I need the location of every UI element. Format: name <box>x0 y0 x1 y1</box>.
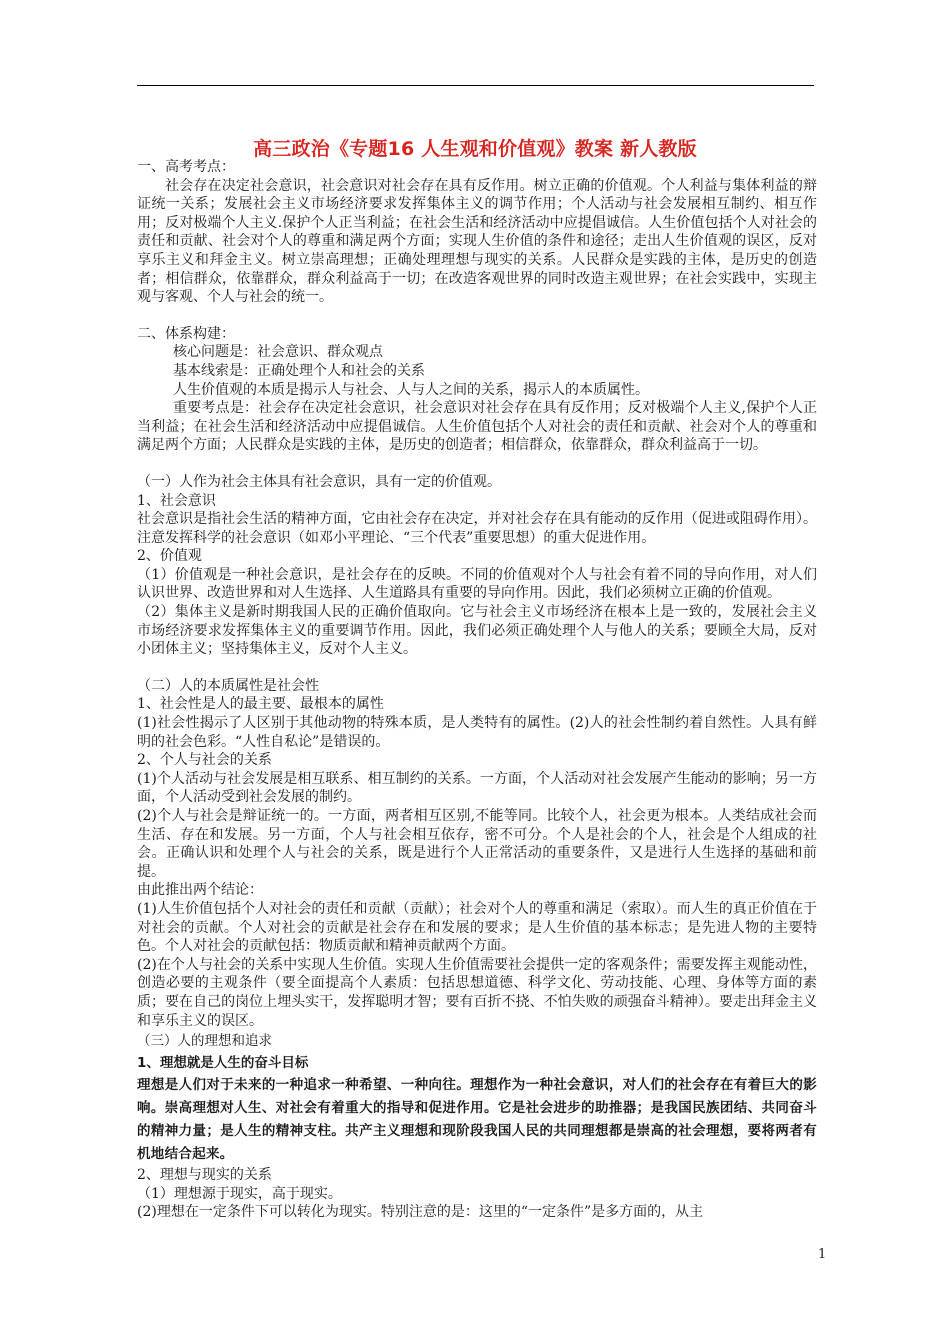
page-number: 1 <box>818 1247 827 1262</box>
section2-clue: 基本线索是：正确处理个人和社会的关系 <box>173 362 425 379</box>
section2-heading: 二、体系构建： <box>137 325 235 342</box>
part3-sub1-text: 理想是人们对于未来的一种追求一种希望、一种向往。理想作为一种社会意识，对人们的社会存在有着巨大的影响。崇高理想对人生、对社会有着重大的指导和促进作用。它是社会进步的助推器；是我国民族团结、共同奋斗的精神力量；是人生的精神支柱。共产主义理想和现阶段我国人民的共同理想都是崇高的社会理想，要将两者有机地结合起来。 <box>137 1077 817 1163</box>
part1-sub1-text: 社会意识是指社会生活的精神方面，它由社会存在决定，并对社会存在具有能动的反作用（促进或阻碍作用）。注意发挥科学的社会意识（如邓小平理论、“三个代表”重要思想）的重大促进作用。 <box>137 511 817 546</box>
part3-sub2-p2: (2)理想在一定条件下可以转化为现实。特别注意的是：这里的“一定条件”是多方面的，从主 <box>137 1204 704 1221</box>
part2-sub2-heading: 2、个人与社会的关系 <box>137 752 272 769</box>
section2-key-points: 重要考点是：社会存在决定社会意识，社会意识对社会存在具有反作用；反对极端个人主义,保护个人正当利益；在社会生活和经济活动中应提倡诚信。人生价值包括个人对社会的责任和贡献、社会对个人的尊重和满足两个方面；人民群众是实践的主体，是历史的创造者；相信群众，依靠群众，群众利益高于一切。 <box>137 400 817 454</box>
document-body <box>137 158 817 1222</box>
part3-sub2-heading: 2、理想与现实的关系 <box>137 1167 272 1184</box>
part1-sub1-heading: 1、社会意识 <box>137 492 216 509</box>
part1-sub2-p2: （2）集体主义是新时期我国人民的正确价值取向。它与社会主义市场经济在根本上是一致的，发展社会主义市场经济要求发挥集体主义的重要调节作用。因此，我们必须正确处理个人与他人的关系；要顾全大局，反对小团体主义；坚持集体主义，反对个人主义。 <box>137 604 817 658</box>
part2-conclusion-2: (2)在个人与社会的关系中实现人生价值。实现人生价值需要社会提供一定的客观条件；需要发挥主观能动性，创造必要的主观条件（要全面提高个人素质：包括思想道德、科学文化、劳动技能、心理、身体等方面的素质；要在自己的岗位上埋头实干，发挥聪明才智；要有百折不挠、不怕失败的顽强奋斗精神）。要走出拜金主义和享乐主义的误区。 <box>137 956 817 1029</box>
section1-heading: 一、高考考点： <box>137 159 235 175</box>
header-rule <box>137 85 814 86</box>
part1-sub2-p1: （1）价值观是一种社会意识，是社会存在的反映。不同的价值观对个人与社会有着不同的导向作用，对人们认识世界、改造世界和对人生选择、人生道路具有重要的导向作用。因此，我们必须树立正确的价值观。 <box>137 566 817 602</box>
section1-paragraph: 社会存在决定社会意识，社会意识对社会存在具有反作用。树立正确的价值观。个人利益与集体利益的辩证统一关系；发展社会主义市场经济要求发挥集体主义的调节作用；个人活动与社会发展相互制约、相互作用；反对极端个人主义.保护个人正当利益；在社会生活和经济活动中应提倡诚信。人生价值包括个人对社会的责任和贡献、社会对个人的尊重和满足两个方面；实现人生价值的条件和途径；走出人生价值观的误区，反对享乐主义和拜金主义。树立崇高理想；正确处理理想与现实的关系。人民群众是实践的主体，是历史的创造者；相信群众，依靠群众，群众利益高于一切；在改造客观世界的同时改造主观世界；在社会实践中，实现主观与客观、个人与社会的统一。 <box>137 177 817 306</box>
document-title: 高三政治《专题16 人生观和价值观》教案 新人教版 <box>253 138 697 160</box>
part2-sub2-p1: (1)个人活动与社会发展是相互联系、相互制约的关系。一方面，个人活动对社会发展产生能动的影响；另一方面，个人活动受到社会发展的制约。 <box>137 770 817 806</box>
part3-heading: （三）人的理想和追求 <box>137 1033 272 1050</box>
part2-sub1-heading: 1、社会性是人的最主要、最根本的属性 <box>137 696 384 713</box>
part2-heading: （二）人的本质属性是社会性 <box>137 677 319 694</box>
part2-conclusion-intro: 由此推出两个结论： <box>137 882 263 899</box>
part3-sub2-p1: （1）理想源于现实，高于现实。 <box>137 1185 342 1202</box>
part2-conclusion-1: (1)人生价值包括个人对社会的责任和贡献（贡献）；社会对个人的尊重和满足（索取）。而人生的真正价值在于对社会的贡献。个人对社会的贡献是社会存在和发展的要求；是人生价值的基本标志；是先进人物的主要特色。个人对社会的贡献包括：物质贡献和精神贡献两个方面。 <box>137 900 817 955</box>
part2-sub2-p2: (2)个人与社会是辩证统一的。一方面，两者相互区别,不能等同。比较个人，社会更为根本。人类结成社会而生活、存在和发展。另一方面，个人与社会相互依存，密不可分。个人是社会的个人，社会是个人组成的社会。正确认识和处理个人与社会的关系，既是进行个人正常活动的重要条件，又是进行人生选择的基础和前提。 <box>137 808 817 880</box>
part3-sub1-heading: 1、理想就是人生的奋斗目标 <box>137 1055 309 1072</box>
section2-essence: 人生价值观的本质是揭示人与社会、人与人之间的关系，揭示人的本质属性。 <box>173 381 649 398</box>
section2-core: 核心问题是：社会意识、群众观点 <box>173 344 383 361</box>
part2-sub1-text: (1)社会性揭示了人区别于其他动物的特殊本质，是人类特有的属性。(2)人的社会性制约着自然性。人具有鲜明的社会色彩。“人性自私论”是错误的。 <box>137 715 817 750</box>
part1-heading: （一）人作为社会主体具有社会意识，具有一定的价值观。 <box>137 473 501 490</box>
part1-sub2-heading: 2、价值观 <box>137 548 202 565</box>
